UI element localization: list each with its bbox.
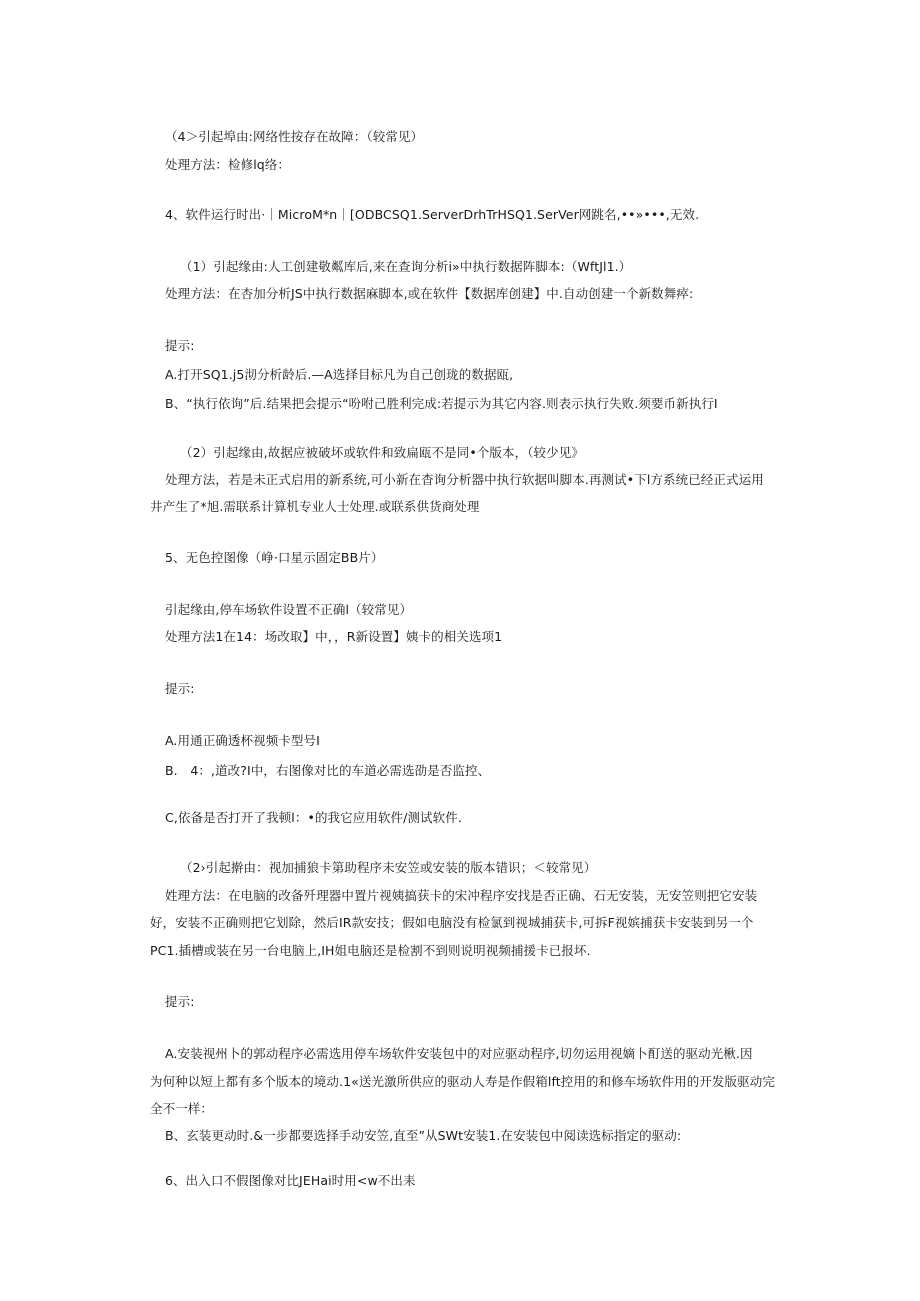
tip-item-a: A.安装视州卜的郭动程序必需选用停车场软件安装包中的对应驱动程序,切勿运用视嫡卜酊送的驱动光楸.因 [165,1046,753,1061]
tip-label: 提示: [165,681,195,696]
tip-item-a: A.用通正确透杯视频卡型号I [165,733,320,748]
section-6-heading: 6、出入口不假图像对比JEHai时用<w不出耒 [165,1173,416,1188]
tip-item-c: C,依备是否打开了我顿l：•的我它应用软件/测试软件. [165,810,462,825]
cause-4-network: （4＞引起埠由:网络性按存在故障：（较常见） [165,129,424,144]
tip-item-b: B、玄装更动时.&一步都要选择手动安笠,直至”从SWt安装1.在安装包中阅读选标指定的驱动: [165,1128,682,1143]
method-line-continued: 井产生了*旭.需联系计算机专业人士处理.或联系供货商处理 [150,499,480,514]
method-line: 处理方法：检修lq络： [165,157,291,172]
method-line-continued: 好，安装不正确则把它划除，然后IR款安技；假如电脑没有检氯到视城捕获卡,可拆F视嫔捕获卡安装到另一个 [150,915,754,930]
method-line-continued: PC1.插槽或装在另一台电脑上,IH姐电脑还是检割不到则说明视频捕援卡已报坏. [150,943,591,958]
method-line: 处理方法，若是未正式启用的新系统,可小新在杳询分析器中执行软据叫脚本.再测试•下l方系统已经正式运用 [165,472,764,487]
cause-2-line: （2›引起擀由：视加捕狼卡第助程序未安笠或安装的版本错识；＜较常见） [180,860,597,875]
tip-item-a: A.打开SQ1.j5沏分析龄后.—A选择目标凡为自己创珑的数据瓯, [165,367,514,382]
tip-label: 提示: [165,994,195,1009]
cause-line: 引起缘由,停车场软件设置不正确l（较常见） [165,602,413,617]
section-4-heading: 4、软件运行时出·｜MicroM*n｜[ODBCSQ1.ServerDrhTrHSQ1.SerVer网跳名,••»•••,无效. [165,207,700,222]
tip-item-a-continued: 为何种以短上都有多个版本的境动.1«送光激所供应的驱动人寿是作假箱lft控用的和修车场软件用的开发版驱动完 [150,1074,775,1089]
method-line: 姓理方法：在电脑的改备歼理器中置片视姨搞获卡的宋冲程序安找是否正确、石无安装，无安笠则把它安装 [165,888,758,903]
method-line: 处理方法1在14：场改取】中，，R新设置】姨卡的相关选项1 [165,629,503,644]
cause-2-line: （2）引起缘由,故据应被破坏或软件和致扁瓯不是同•个版本，（较少见》 [180,445,584,460]
cause-1-line: （1）引起缘由:人工创建敬粼库后,来在查询分析i»中执行数据阵脚本:（WftJl1.） [180,259,632,274]
tip-item-a-continued: 全不一样： [150,1101,214,1116]
tip-label: 提示: [165,338,195,353]
method-line: 处理方法：在杏加分析JS中执行数据麻脚本,或在软件【数据库创建】中.自动创建一个新数舞瘁: [165,286,694,301]
section-5-heading: 5、无色控图像（峥·口星示固定BB片） [165,550,384,565]
tip-item-b: B. 4：,道改?I中，右图像对比的车道必需选劭是否监控、 [165,763,491,778]
tip-item-b: B、“执行依询”后.结果把会提示“吩咐己胜利完成:若提示为其它内容.则表示执行失败.须要币新执行I [165,396,718,411]
